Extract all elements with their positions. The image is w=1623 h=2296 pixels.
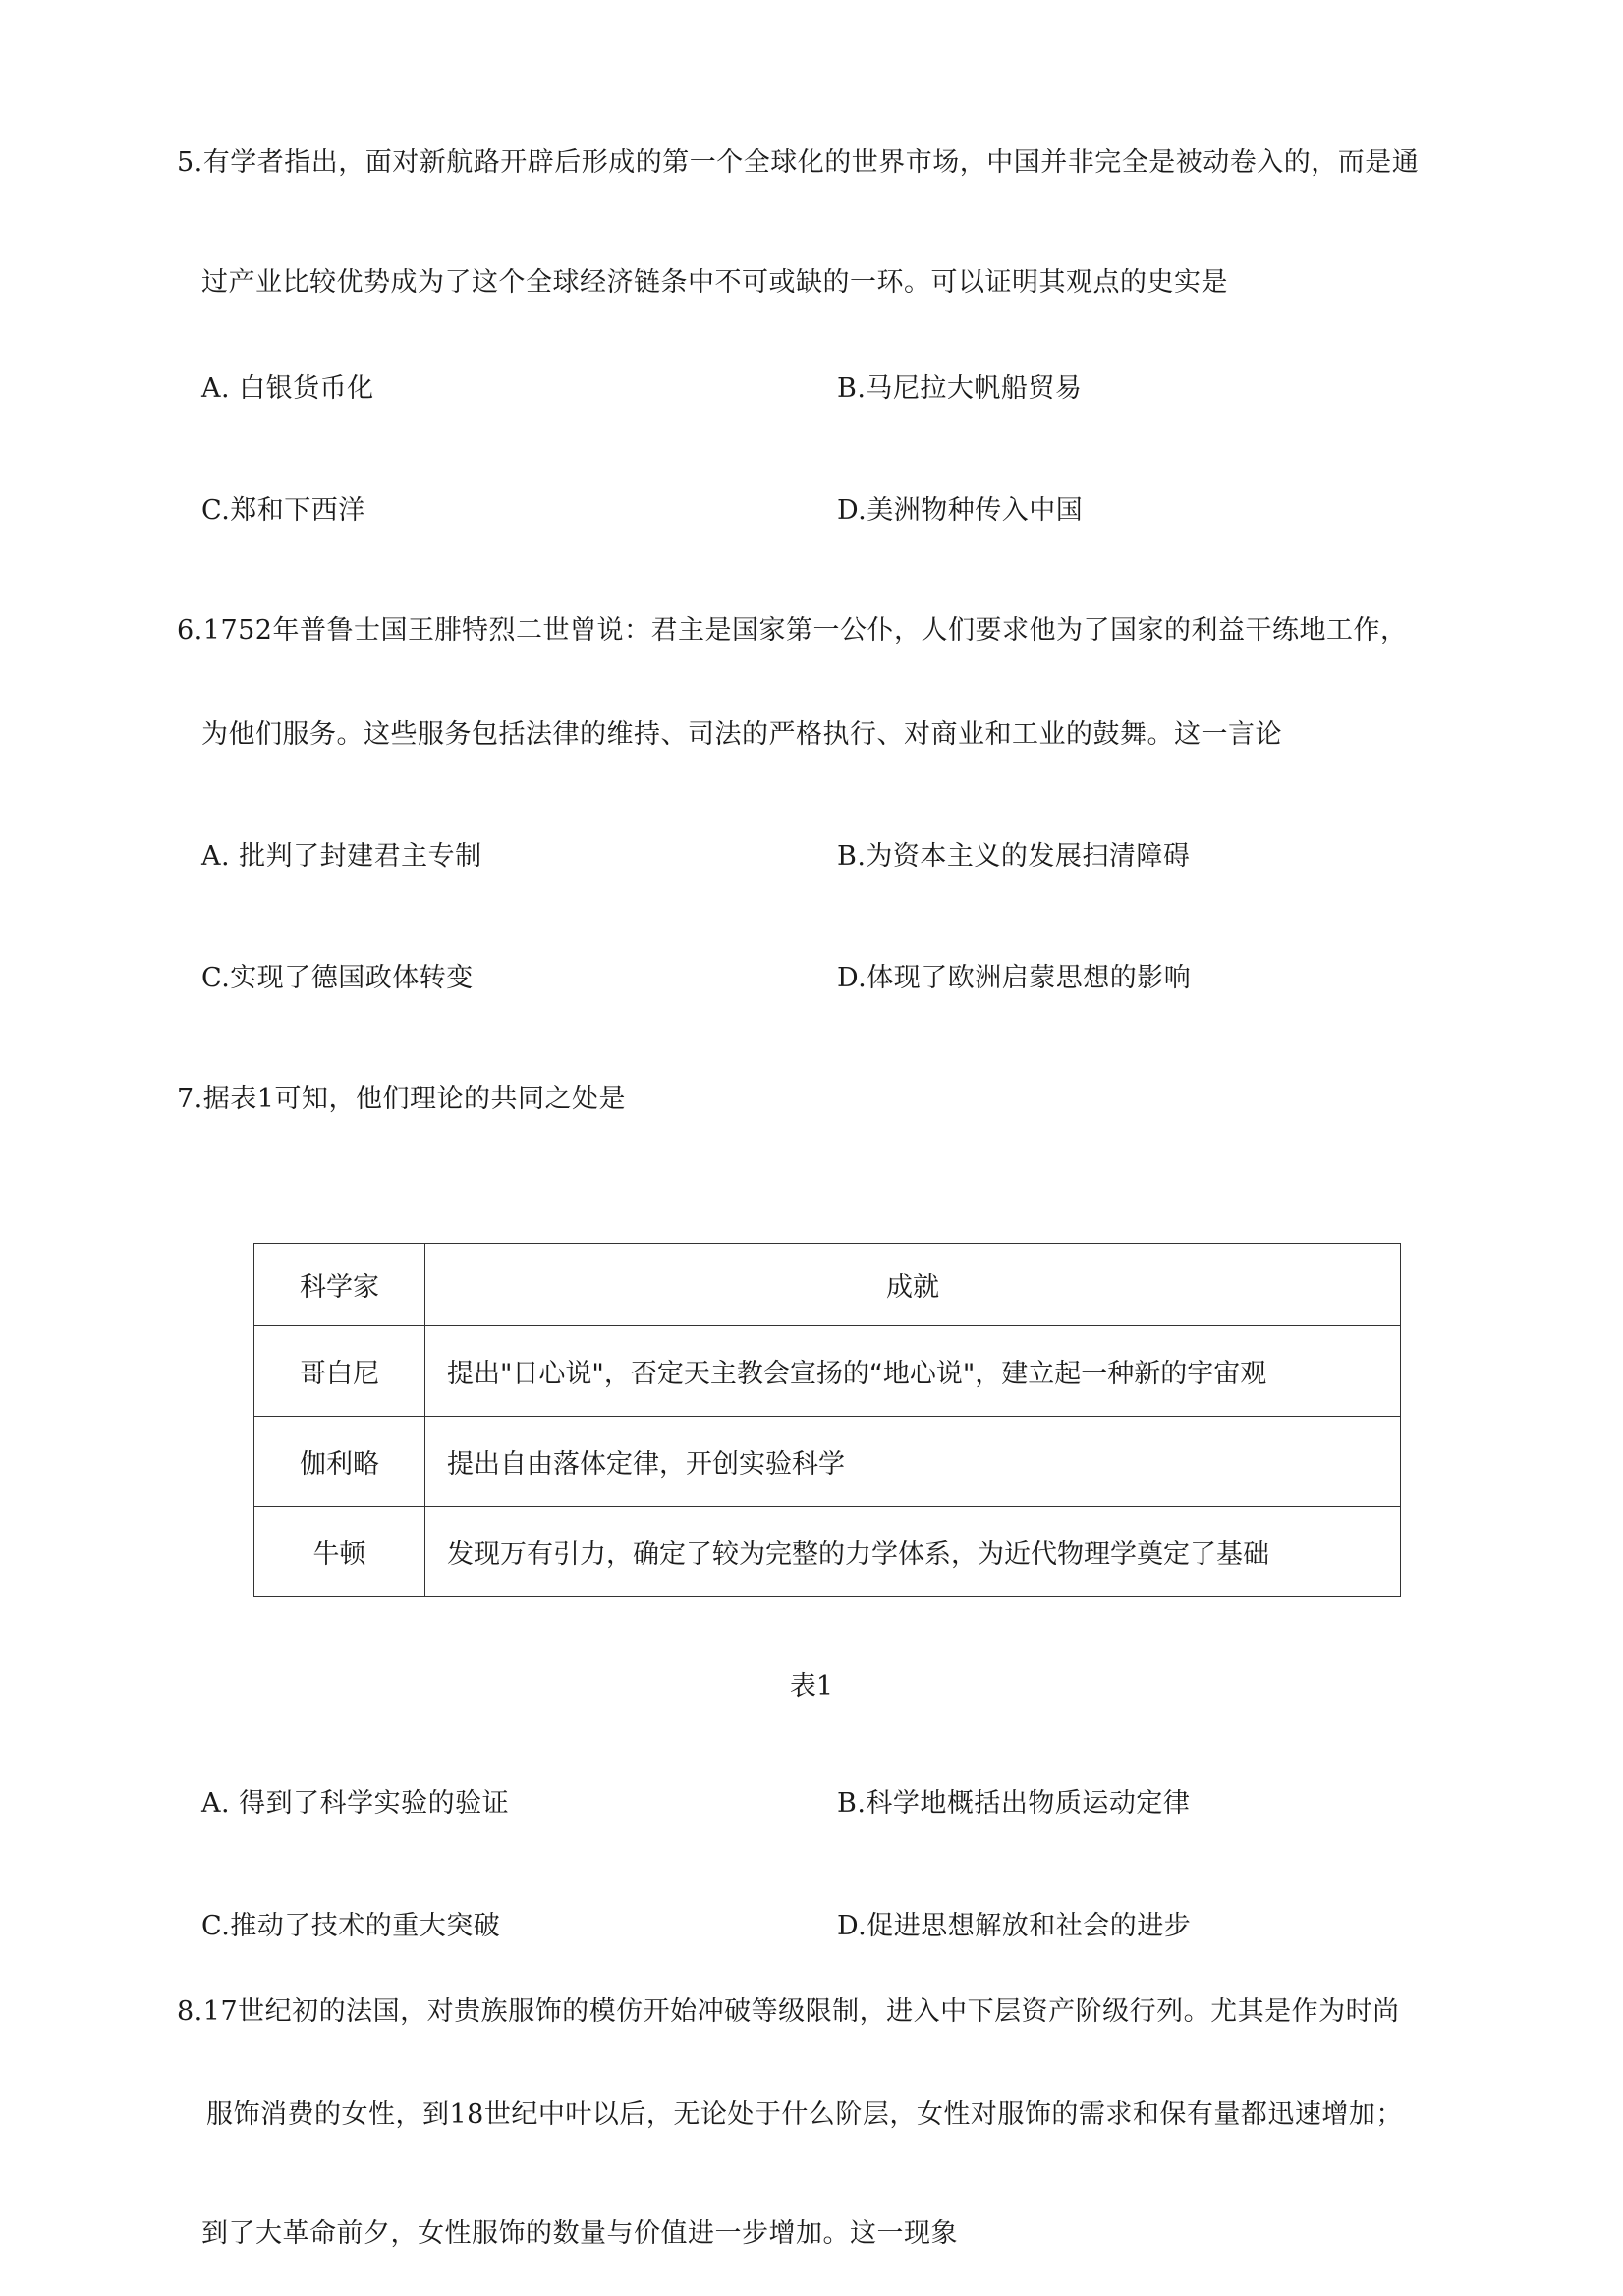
question-7-option-b: B.科学地概括出物质运动定律	[837, 1788, 1191, 1819]
table-cell-scientist: 伽利略	[254, 1417, 425, 1507]
question-6-option-b: B.为资本主义的发展扫清障碍	[837, 841, 1191, 871]
question-6-option-c: C.实现了德国政体转变	[201, 963, 474, 993]
table-row	[254, 1326, 1401, 1417]
question-7-option-d: D.促进思想解放和社会的进步	[837, 1911, 1192, 1941]
question-7-option-a: A. 得到了科学实验的验证	[201, 1788, 510, 1819]
question-6-stem-line-2: 为他们服务。这些服务包括法律的维持、司法的严格执行、对商业和工业的鼓舞。这一言论	[201, 719, 1282, 750]
question-8-stem-line-2: 服饰消费的女性，到18世纪中叶以后，无论处于什么阶层，女性对服饰的需求和保有量都迅速增加；	[206, 2100, 1403, 2130]
question-8-stem-line-1: 8.17世纪初的法国，对贵族服饰的模仿开始冲破等级限制，进入中下层资产阶级行列。尤其是作为时尚	[177, 1996, 1400, 2027]
question-5-option-a: A. 白银货币化	[201, 373, 374, 404]
question-6-stem-line-1: 6.1752年普鲁士国王腓特烈二世曾说：君主是国家第一公仆，人们要求他为了国家的利益干练地工作，	[177, 615, 1408, 645]
question-5-option-b: B.马尼拉大帆船贸易	[837, 373, 1083, 404]
table-cell-scientist: 哥白尼	[254, 1326, 425, 1417]
table-cell-achievement: 发现万有引力，确定了较为完整的力学体系，为近代物理学奠定了基础	[425, 1507, 1401, 1597]
achievements-table	[253, 1243, 1401, 1597]
question-6-option-d: D.体现了欧洲启蒙思想的影响	[837, 963, 1192, 993]
table-cell-scientist: 牛顿	[254, 1507, 425, 1597]
table-cell-achievement: 提出自由落体定律，开创实验科学	[425, 1417, 1401, 1507]
question-5-option-c: C.郑和下西洋	[201, 495, 365, 526]
table-header-row	[254, 1244, 1401, 1326]
question-5-option-d: D.美洲物种传入中国	[837, 495, 1084, 526]
question-6-option-a: A. 批判了封建君主专制	[201, 841, 482, 871]
table-header-achievement: 成就	[425, 1244, 1401, 1326]
table-caption: 表1	[789, 1671, 834, 1702]
table-row	[254, 1507, 1401, 1597]
question-7-option-c: C.推动了技术的重大突破	[201, 1911, 501, 1941]
question-5-stem-line-1: 5.有学者指出，面对新航路开辟后形成的第一个全球化的世界市场，中国并非完全是被动卷入的，而是通	[177, 147, 1420, 178]
table-header-scientist: 科学家	[254, 1244, 425, 1326]
question-7-stem: 7.据表1可知，他们理论的共同之处是	[177, 1084, 626, 1114]
table-cell-achievement: 提出"日心说"，否定天主教会宣扬的“地心说"，建立起一种新的宇宙观	[425, 1326, 1401, 1417]
question-5-stem-line-2: 过产业比较优势成为了这个全球经济链条中不可或缺的一环。可以证明其观点的史实是	[201, 267, 1228, 298]
table-row	[254, 1417, 1401, 1507]
question-8-stem-line-3: 到了大革命前夕，女性服饰的数量与价值进一步增加。这一现象	[201, 2218, 958, 2249]
